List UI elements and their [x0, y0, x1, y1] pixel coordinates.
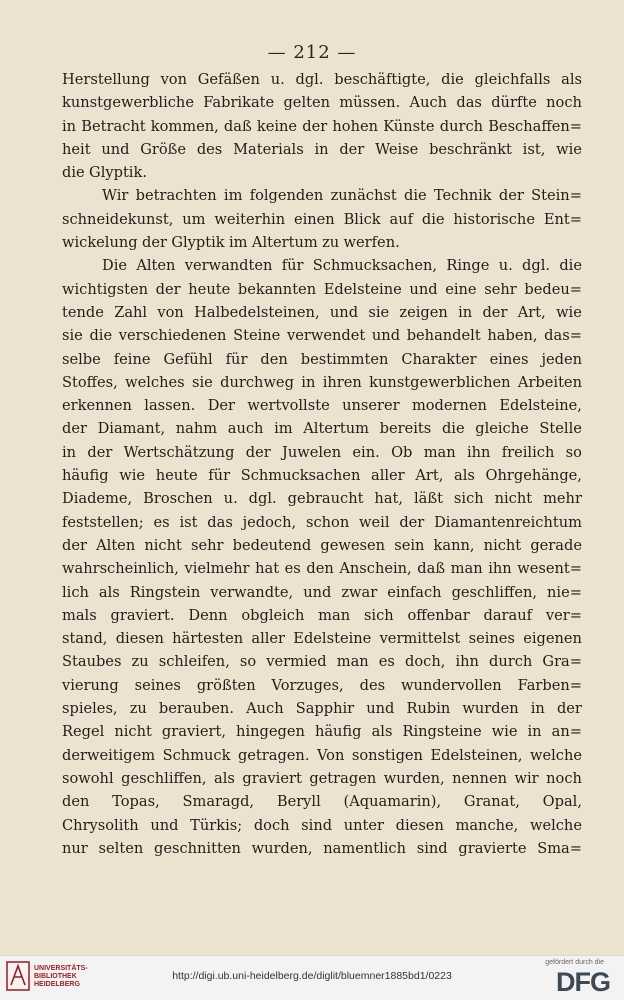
text-line: in Betracht kommen, daß keine der hohen Künste durch Beschaffen= [62, 117, 582, 135]
text-line: stand, diesen härtesten aller Edelsteine vermittelst seines eigenen [62, 630, 582, 648]
body-text [62, 68, 582, 860]
text-line: den Topas, Smaragd, Beryll (Aquamarin), Granat, Opal, [62, 793, 582, 811]
text-line: Herstellung von Gefäßen u. dgl. beschäftigte, die gleichfalls als [62, 71, 582, 88]
text-line: selbe feine Gefühl für den bestimmten Charakter eines jeden [62, 350, 582, 368]
text-line: mals graviert. Denn obgleich man sich offenbar darauf ver= [62, 606, 582, 624]
text-line: feststellen; es ist das jedoch, schon weil der Diamantenreichtum [62, 513, 582, 531]
text-line: kunstgewerbliche Fabrikate gelten müssen. Auch das dürfte noch [62, 94, 582, 112]
text-line: der Alten nicht sehr bedeutend gewesen sein kann, nicht gerade [62, 536, 582, 554]
text-line: häufig wie heute für Schmucksachen aller Art, als Ohrgehänge, [62, 467, 582, 485]
text-line: Chrysolith und Türkis; doch sind unter diesen manche, welche [62, 816, 582, 834]
text-line: Wir betrachten im folgenden zunächst die Technik der Stein= [102, 187, 582, 205]
text-line: lich als Ringstein verwandte, und zwar einfach geschliffen, nie= [62, 583, 582, 601]
viewer-footer [0, 955, 624, 1000]
text-line: wahrscheinlich, vielmehr hat es den Anschein, daß man ihn wesent= [62, 560, 582, 578]
text-line: die Glyptik. [62, 164, 147, 182]
text-line: wichtigsten der heute bekannten Edelsteine und eine sehr bedeu= [62, 280, 582, 298]
library-name-line: BIBLIOTHEK [34, 973, 77, 980]
text-line: Die Alten verwandten für Schmucksachen, Ringe u. dgl. die [102, 257, 582, 275]
text-line: in der Wertschätzung der Juwelen ein. Ob man ihn freilich so [62, 443, 582, 461]
text-line: sie die verschiedenen Steine verwendet und behandelt haben, das= [62, 327, 582, 345]
text-line: nur selten geschnitten wurden, namentlich sind gravierte Sma= [62, 839, 582, 857]
text-line: erkennen lassen. Der wertvollste unserer modernen Edelsteine, [62, 397, 582, 415]
text-line: Staubes zu schleifen, so vermied man es doch, ihn durch Gra= [62, 653, 582, 671]
text-line: vierung seines größten Vorzuges, des wundervollen Farben= [62, 676, 582, 694]
permalink-url[interactable]: http://digi.ub.uni-heidelberg.de/diglit/bluemner1885bd1/0223 [172, 970, 452, 982]
page-number: — 212 — [267, 42, 357, 63]
text-line: heit und Größe des Materials in der Weise beschränkt ist, wie [62, 140, 582, 158]
text-line: derweitigem Schmuck getragen. Von sonstigen Edelsteinen, welche [62, 746, 582, 764]
text-line: sowohl geschliffen, als graviert getragen wurden, nennen wir noch [62, 769, 582, 787]
text-line: der Diamant, nahm auch im Altertum bereits die gleiche Stelle [62, 420, 582, 438]
dfg-logo: DFG [556, 967, 610, 997]
library-name-line: HEIDELBERG [34, 981, 80, 988]
text-line: spieles, zu berauben. Auch Sapphir und Rubin wurden in der [62, 700, 582, 718]
text-line: tende Zahl von Halbedelsteinen, und sie zeigen in der Art, wie [62, 303, 582, 321]
text-line: Regel nicht graviert, hingegen häufig als Ringsteine wie in an= [62, 723, 582, 741]
library-name-line: UNIVERSITÄTS- [34, 965, 88, 972]
text-line: Diademe, Broschen u. dgl. gebraucht hat, läßt sich nicht mehr [62, 490, 582, 508]
text-line: Stoffes, welches sie durchweg in ihren kunstgewerblichen Arbeiten [62, 373, 582, 391]
text-line: schneidekunst, um weiterhin einen Blick auf die historische Ent= [62, 210, 582, 228]
funded-by-label: gefördert durch die [545, 959, 604, 966]
text-line: wickelung der Glyptik im Altertum zu werfen. [62, 234, 400, 252]
